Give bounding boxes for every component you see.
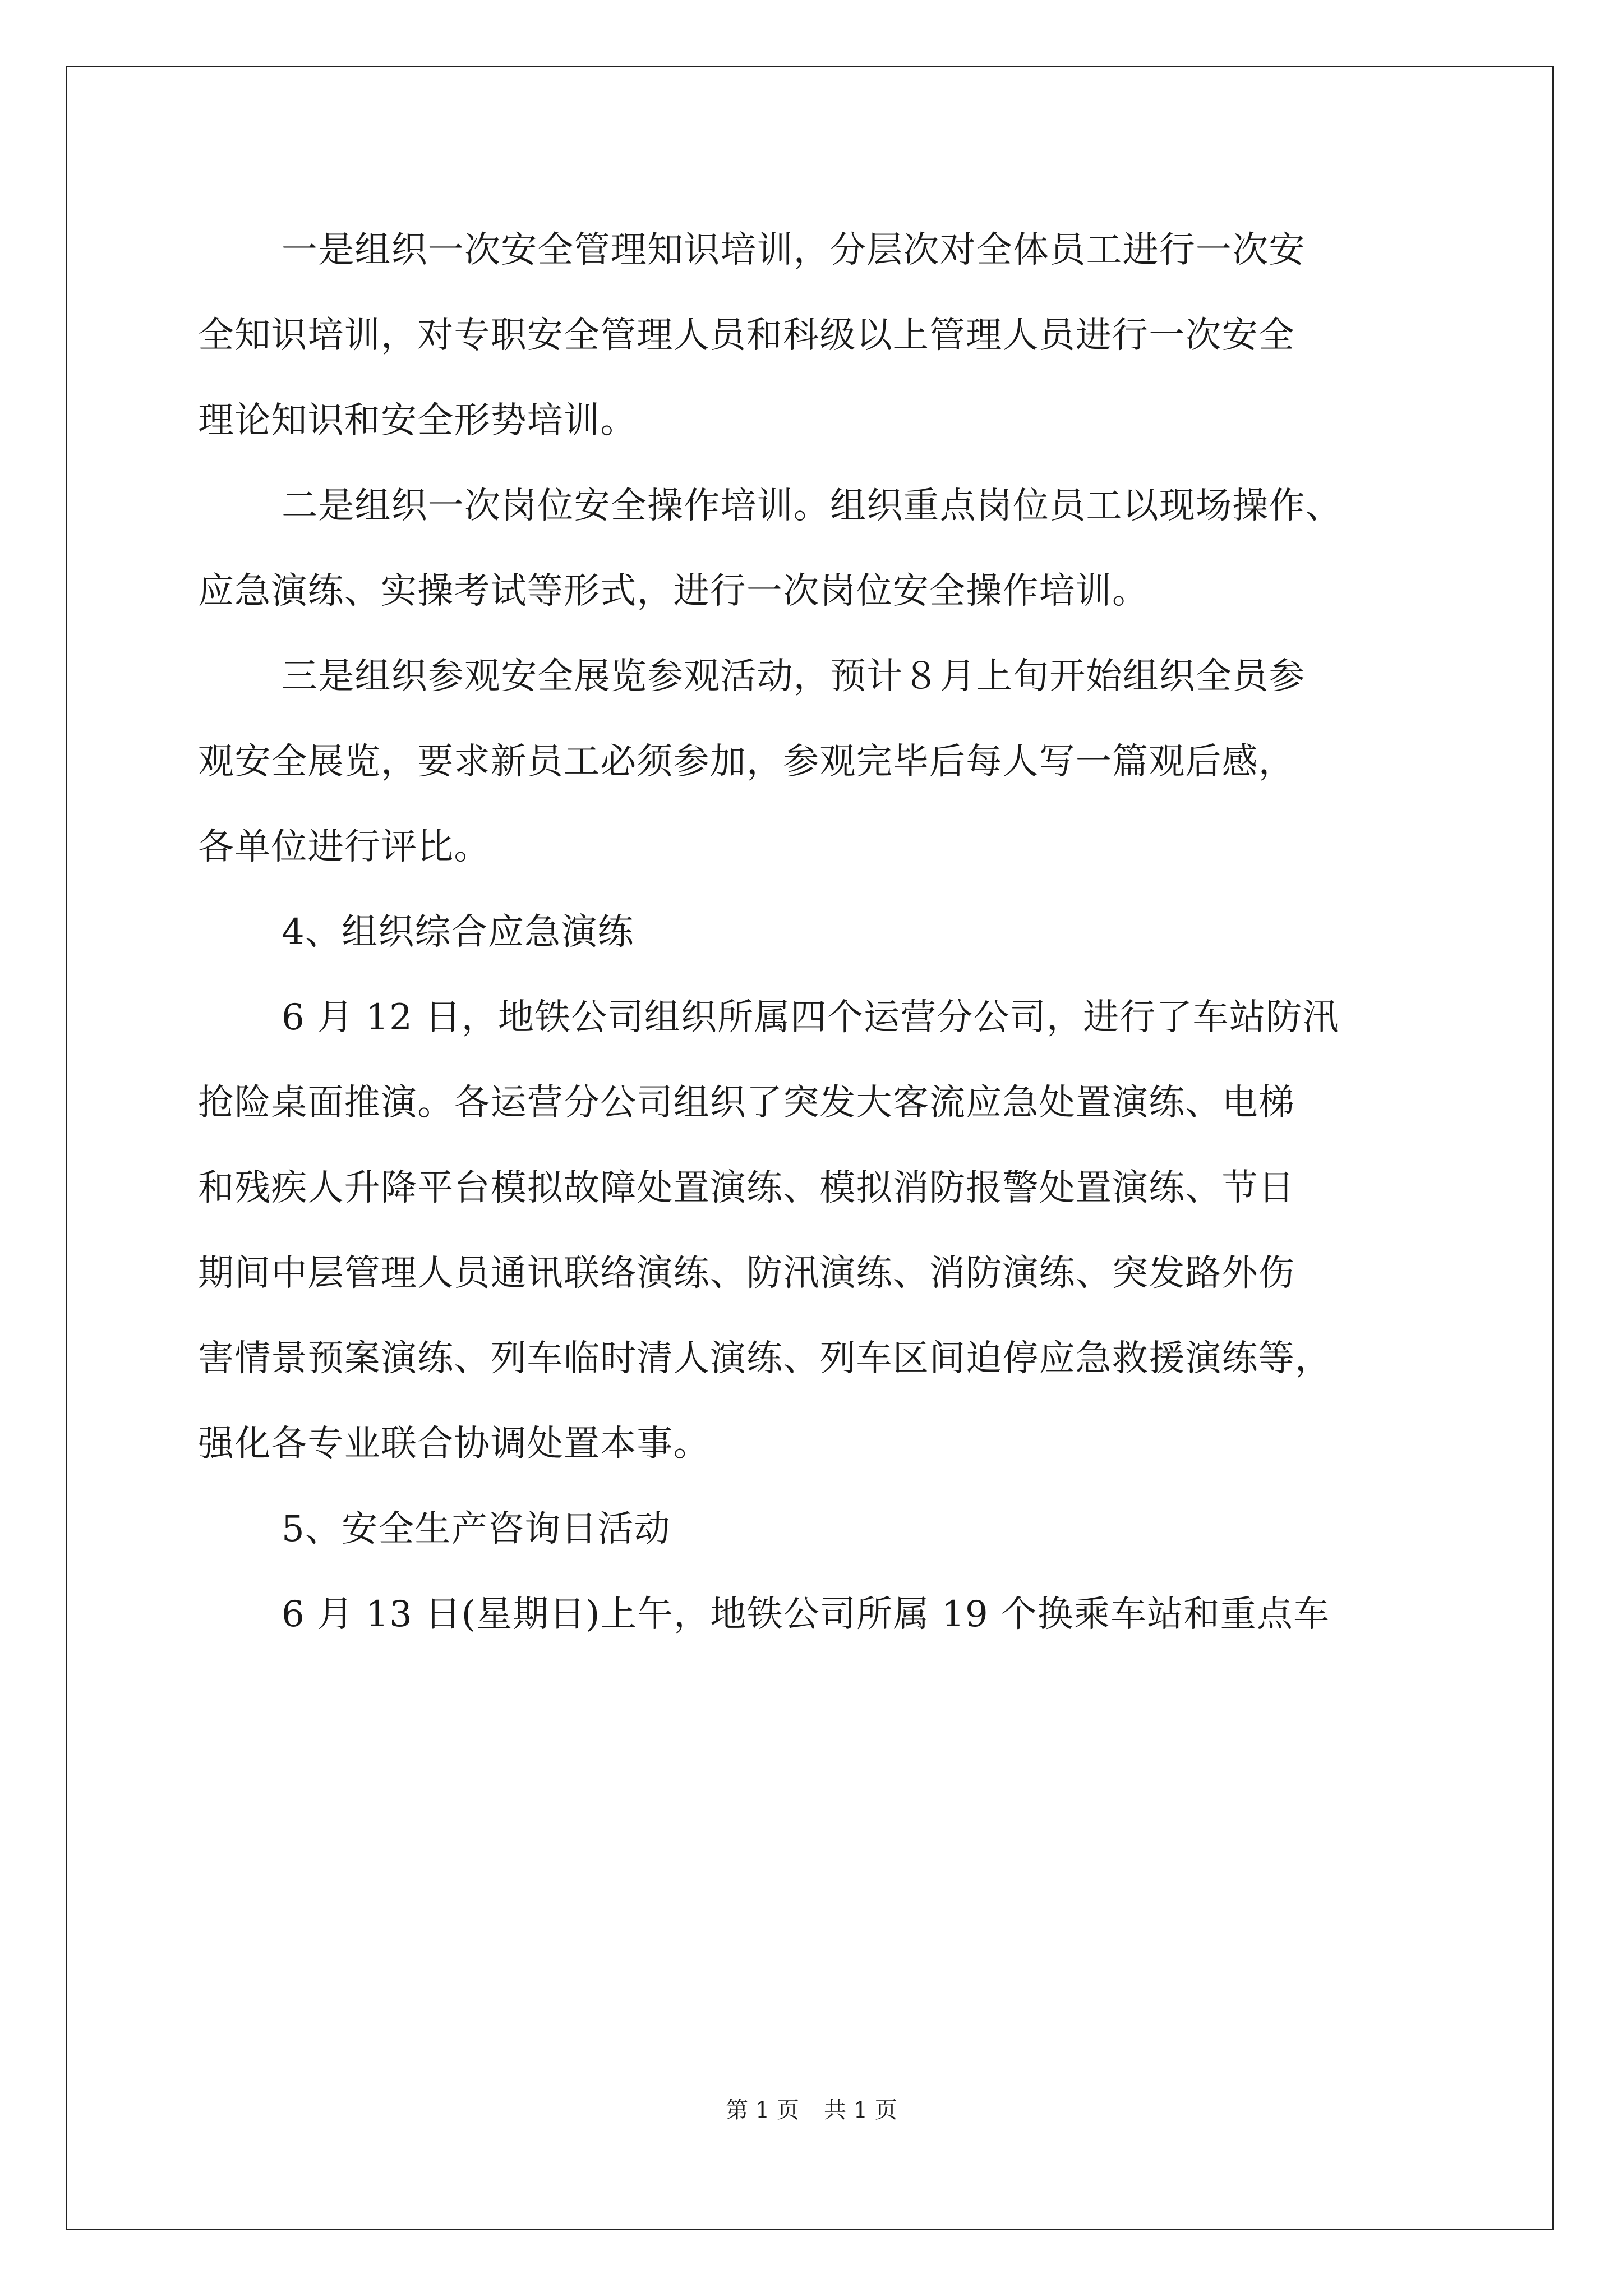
paragraph-line: 和残疾人升降平台模拟故障处置演练、模拟消防报警处置演练、节日 <box>198 1167 1295 1209</box>
page-number: 第 1 页 <box>726 2097 799 2123</box>
paragraph-line: 全知识培训，对专职安全管理人员和科级以上管理人员进行一次安全 <box>198 315 1295 356</box>
paragraph-line: 应急演练、实操考试等形式，进行一次岗位安全操作培训。 <box>198 570 1149 612</box>
paragraph-line: 害情景预案演练、列车临时清人演练、列车区间迫停应急救援演练等， <box>198 1338 1332 1379</box>
paragraph-line: 二是组织一次岗位安全操作培训。组织重点岗位员工以现场操作、 <box>282 485 1342 527</box>
paragraph-line: 观安全展览，要求新员工必须参加，参观完毕后每人写一篇观后感， <box>198 741 1295 783</box>
section-heading: 4、组织综合应急演练 <box>282 912 634 953</box>
paragraph-line: 理论知识和安全形势培训。 <box>198 400 637 441</box>
page-total: 共 1 页 <box>824 2097 897 2123</box>
paragraph-line: 期间中层管理人员通讯联络演练、防汛演练、消防演练、突发路外伤 <box>198 1253 1295 1294</box>
section-heading: 5、安全生产咨询日活动 <box>282 1508 671 1550</box>
paragraph-line: 各单位进行评比。 <box>198 826 491 868</box>
document-body <box>198 208 1432 1657</box>
paragraph-line: 三是组织参观安全展览参观活动，预计８月上旬开始组织全员参 <box>282 656 1306 697</box>
paragraph-line: 强化各专业联合协调处置本事。 <box>198 1423 710 1465</box>
paragraph-line: 一是组织一次安全管理知识培训，分层次对全体员工进行一次安 <box>282 229 1306 271</box>
page-footer <box>0 2097 1623 2124</box>
paragraph-line: 6 月 13 日(星期日)上午，地铁公司所属 19 个换乘车站和重点车 <box>282 1594 1330 1635</box>
paragraph-line: 抢险桌面推演。各运营分公司组织了突发大客流应急处置演练、电梯 <box>198 1082 1295 1124</box>
paragraph-line: 6 月 12 日，地铁公司组织所属四个运营分公司，进行了车站防汛 <box>282 997 1339 1038</box>
